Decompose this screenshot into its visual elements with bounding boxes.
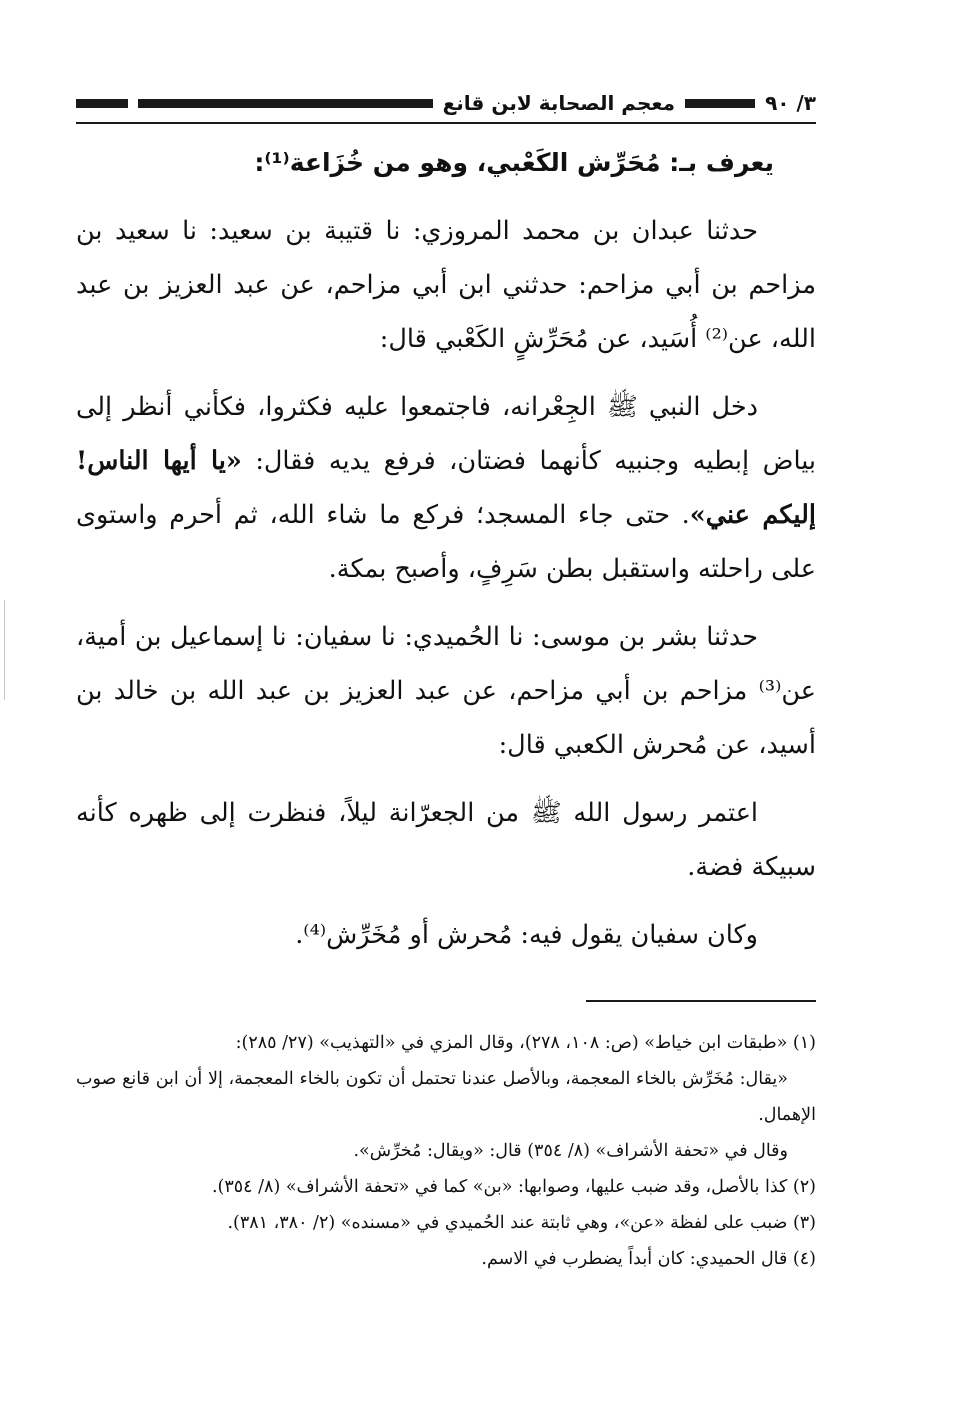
page-header — [76, 86, 816, 120]
footnote-3: (٣) ضبب على لفظة «عن»، وهي ثابتة عند الحُميدي في «مسنده» (٢/ ٣٨٠، ٣٨١). — [227, 1213, 816, 1233]
scan-artifact-line — [4, 600, 5, 700]
header-bar-middle — [138, 99, 433, 108]
book-title: معجم الصحابة لابن قانع — [442, 91, 676, 115]
footnote-1: (١) «طبقات ابن خياط» (ص: ١٠٨، ٢٧٨)، وقال المزي في «التهذيب» (٢٧/ ٢٨٥): — [235, 1033, 816, 1053]
main-text — [76, 136, 816, 976]
footnote-1-extra: وقال في «تحفة الأشراف» (٨/ ٣٥٤) قال: «ويقال: مُخرِّش». — [353, 1141, 788, 1161]
footnotes — [76, 1025, 816, 1277]
header-rule — [76, 122, 816, 124]
paragraph-isnad-2: حدثنا بشر بن موسى: نا الحُميدي: نا سفيان: نا إسماعيل بن أمية، عن⁽³⁾ مزاحم بن أبي مزاحم، عن عبد العزيز بن عبد الله بن خالد بن أسيد، عن مُحرش الكعبي قال: — [76, 622, 816, 760]
footnote-2: (٢) كذا بالأصل، وقد ضبب عليها، وصوابها: «بن» كما في «تحفة الأشراف» (٨/ ٣٥٤). — [211, 1177, 816, 1197]
footnote-1-quote: «يقال: مُخَرِّش بالخاء المعجمة، وبالأصل عندنا تحتمل أن تكون بالخاء المعجمة، إلا أن ابن قانع صوب الإهمال. — [76, 1069, 816, 1125]
paragraph-hadith-2: اعتمر رسول الله ﷺ من الجعرّانة ليلاً، فنظرت إلى ظهره كأنه سبيكة فضة. — [76, 798, 816, 882]
hadith-1-text-a: دخل النبي ﷺ الجِعْرانه، فاجتمعوا عليه فكثروا، فكأني أنظر إلى بياض إبطيه وجنبيه كأنهما فضتان، فرفع يديه فقال: — [76, 392, 817, 476]
paragraph-isnad-1: حدثنا عبدان بن محمد المروزي: نا قتيبة بن سعيد: نا سعيد بن مزاحم بن أبي مزاحم: حدثني ابن أبي مزاحم، عن عبد العزيز بن عبد الله، عن⁽²⁾ أُسَيد، عن مُحَرِّشٍ الكَعْبي قال: — [76, 216, 816, 354]
footnote-separator — [586, 1000, 816, 1002]
header-bar-right — [685, 99, 755, 108]
paragraph-note: وكان سفيان يقول فيه: مُحرش أو مُخَرِّش⁽⁴⁾. — [295, 920, 758, 950]
header-bar-left — [76, 99, 128, 108]
footnote-4: (٤) قال الحميدي: كان أبداً يضطرب في الاسم. — [481, 1249, 816, 1269]
paragraph-hadith-1 — [76, 380, 816, 596]
page-number: ٣/ ٩٠ — [765, 91, 816, 115]
entry-heading: يعرف بـ: مُحَرِّش الكَعْبي، وهو من خُزَاعة⁽¹⁾: — [254, 148, 774, 177]
hadith-1-quote: «يا أيها الناس! إليكم عني» — [76, 446, 816, 530]
hadith-1-text-c: . حتى جاء المسجد؛ فركع ما شاء الله، ثم أحرم واستوى على راحلته واستقبل بطن سَرِفٍ، وأصبح بمكة. — [76, 500, 816, 584]
